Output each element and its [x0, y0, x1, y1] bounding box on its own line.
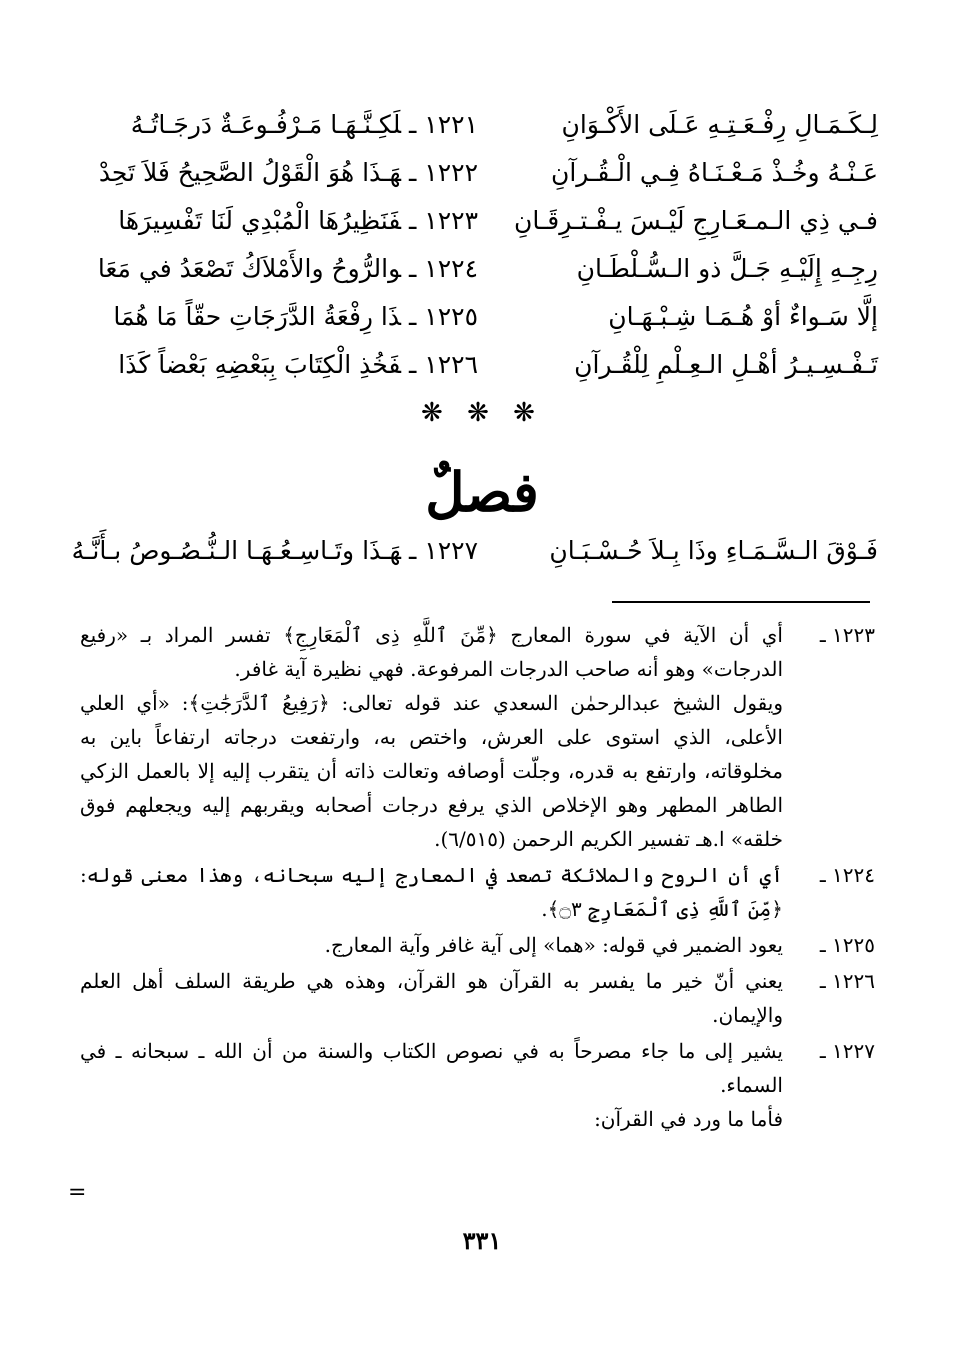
footnote-text — [80, 618, 783, 856]
verse-number: ١٢٢٥ ـ — [409, 301, 478, 331]
verse-first-hemistich — [78, 206, 478, 235]
verse-sadr-text: ذَا رِفْعَةُ الدَّرَجَاتِ حقّاً مَا هُمَا — [113, 301, 401, 331]
verse-second-hemistich: عَـنْـهُ وخُـذْ مَـعْـنَـاهُ فِـي الْـقُـرآنِ — [550, 157, 878, 187]
verse-sadr-text: فَخُذِ الْكِتَابَ بِبَعْضِهِ بَعْضاً كَذَا — [118, 349, 401, 379]
footnote-divider — [612, 601, 870, 603]
footnote-paragraph: فأما ما ورد في القرآن: — [594, 1107, 783, 1131]
section-separator: ❋ ❋ ❋ — [421, 398, 543, 428]
footnote-paragraph: يعود الضمير في قوله: «هما» إلى آية غافر وآية المعارج. — [324, 933, 783, 957]
section-title: فصلٌ — [425, 460, 539, 524]
section-verse — [71, 526, 878, 574]
footnote — [80, 618, 875, 856]
verse-second-hemistich: إلَّا سَـواءٌ أوْ هُـمَـا شِـبْـهَـانِ — [608, 301, 878, 331]
verse-first-hemistich — [78, 110, 478, 139]
footnote-number: ١٢٢٦ ـ — [819, 969, 875, 993]
verse-number: ١٢٢٢ ـ — [409, 157, 478, 187]
verse-sadr-text: هَـذَا وتَـاسِـعُـهَـا الـنُّـصُـوصُ بـأَنَّـهُ — [71, 535, 401, 565]
footnote — [80, 1034, 875, 1136]
verse-sadr-text: هَـذَا هُوَ الْقَوْلُ الصَّحِيحُ فَلاَ تَحِدْ — [98, 157, 401, 187]
verse-number: ١٢٢١ ـ — [409, 109, 478, 139]
footnote-text — [80, 1034, 783, 1136]
footnote-paragraph: ويقول الشيخ عبدالرحمٰن السعدي عند قوله تعالى: ﴿رَفِيعُ ٱلدَّرَجَٰتِ﴾: «أي العلي الأعلى، الذي استوى على العرش، واختص به، وارتفعت درجاته ارتفاعاً باين به مخلوقاته، وارتفع به قدره، وجلّت أوصافه وتعالت ذاته أن يتقرب إليه إلا بالعمل الزكي الطاهر المطهر وهو الإخلاص الذي يرفع درجات أصحابه ويقربهم إليه ويجعلهم فوق خلقه» ا.هـ تفسير الكريم الرحمن (٦/٥١٥). — [80, 691, 783, 851]
page-number: ٣٣١ — [462, 1226, 502, 1255]
verse-sadr-text: والرُّوحُ والأَمْلاَكُ تَصْعَدُ في مَعَا — [97, 253, 401, 283]
verse-number: ١٢٢٣ ـ — [409, 205, 478, 235]
verse-second-hemistich: فـي ذِي الـمـعَـارِجِ لَيْـسَ يـفْـتـرِقَـانِ — [513, 205, 878, 235]
footnote-number: ١٢٢٣ ـ — [819, 623, 875, 647]
footnote-text — [80, 928, 783, 962]
verse-second-hemistich: لِـكَـمَـالِ رِفْـعَـتِـهِ عَـلَى الأَكْـوَانِ — [561, 109, 878, 139]
verse-line — [78, 292, 878, 340]
verse-line — [71, 526, 878, 574]
footnote-paragraph: يشير إلى ما جاء مصرحاً به في نصوص الكتاب والسنة من أن الله ـ سبحانه ـ في السماء. — [80, 1039, 783, 1097]
footnote — [80, 858, 875, 926]
verse-first-hemistich — [78, 158, 478, 187]
verse-first-hemistich — [78, 254, 478, 283]
verse-line — [78, 340, 878, 388]
verse-first-hemistich — [78, 302, 478, 331]
verse-sadr-text: فَنَظِيرُهَا الْمُبْدِي لَنَا تَفْسِيرَهَا — [118, 205, 401, 235]
verse-second-hemistich: رِجِـهِ إِلَيْـهِ جَـلَّ ذو الـسُّـلْطَـانِ — [576, 253, 878, 283]
footnote-text — [80, 964, 783, 1032]
footnote-number: ١٢٢٧ ـ — [819, 1039, 875, 1063]
continuation-mark: = — [68, 1180, 87, 1205]
footnote-paragraph: يعني أنّ خير ما يفسر به القرآن هو القرآن، وهذه هي طريقة السلف أهل العلم والإيمان. — [80, 969, 783, 1027]
verse-number: ١٢٢٦ ـ — [409, 349, 478, 379]
verse-line — [78, 148, 878, 196]
footnote — [80, 964, 875, 1032]
verse-sadr-text: لَكِـنَّـهَـا مَـرْفُـوعَـةٌ دَرجَـاتُـهُ — [130, 109, 401, 139]
verse-first-hemistich — [71, 535, 478, 565]
footnote-text — [80, 858, 783, 926]
verse-line — [78, 244, 878, 292]
verse-line — [78, 196, 878, 244]
verse-number: ١٢٢٧ ـ — [409, 535, 478, 565]
verse-number: ١٢٢٤ ـ — [409, 253, 478, 283]
verse-second-hemistich: فَـوْقَ الـسَّـمَـاءِ وذَا بِـلاَ حُـسْـبَـانِ — [549, 535, 878, 565]
footnotes — [80, 618, 875, 1138]
footnote — [80, 928, 875, 962]
verse-first-hemistich — [78, 350, 478, 379]
verse-line — [78, 100, 878, 148]
footnote-paragraph: أي أن الروح والملائكة تصعد في المعارج إليه سبحانه، وهذا معنى قوله: ﴿مِّنَ ٱللَّهِ ذِى ٱلْمَعَارِجِ ۝٣﴾. — [80, 863, 783, 921]
verse-second-hemistich: تَـفْـسِـيـرُ أهْـلِ الـعِـلْمِ لِلْقُـرآنِ — [574, 349, 878, 379]
footnote-number: ١٢٢٥ ـ — [819, 933, 875, 957]
poem-verses — [78, 100, 878, 388]
footnote-paragraph: أي أن الآية في سورة المعارج ﴿مِّنَ ٱللَّهِ ذِى ٱلْمَعَارِجِ﴾ تفسر المراد بـ «رفيع الدرجات» وهو أنه صاحب الدرجات المرفوعة. فهي نظيرة آية غافر. — [80, 623, 783, 681]
footnote-number: ١٢٢٤ ـ — [819, 863, 875, 887]
